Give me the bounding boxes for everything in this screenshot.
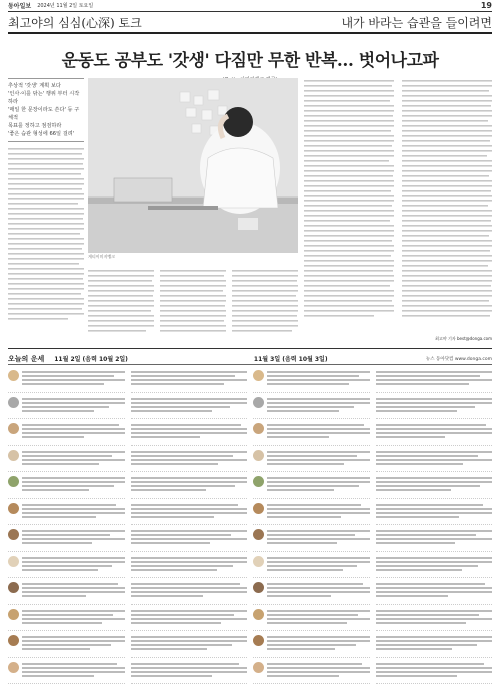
zodiac-icon: [253, 397, 264, 408]
fortune-row: [376, 448, 493, 473]
zodiac-icon: [253, 582, 264, 593]
pullquote-line: '인사·이를 닦는' 행위 부터 시작하라: [8, 91, 80, 105]
pullquote-box: [8, 78, 84, 142]
fortune-row: [131, 554, 248, 579]
fortune-row: [8, 501, 125, 526]
body-text-below-photo: [88, 268, 298, 340]
fortune-row: [253, 660, 370, 685]
fortune-row: [253, 368, 370, 393]
fortune-column: [131, 368, 248, 684]
article-body: [8, 78, 492, 340]
pullquote-line: 추상적 '갓생' 계획 보다: [8, 83, 61, 89]
fortune-column: [8, 368, 125, 684]
fortune-row: [253, 554, 370, 579]
zodiac-icon: [253, 662, 264, 673]
zodiac-icon: [253, 450, 264, 461]
right-columns: [304, 78, 492, 340]
fortune-row: [131, 448, 248, 473]
photo-caption: 게티이미지뱅크: [88, 254, 116, 259]
fortune-row: [376, 554, 493, 579]
fortune-row: [8, 448, 125, 473]
fortune-header: [8, 353, 492, 365]
author-credit: 최고야 기자 best@donga.com: [435, 336, 492, 341]
fortune-row: [253, 501, 370, 526]
fortune-row: [8, 421, 125, 446]
fortune-row: [8, 660, 125, 685]
zodiac-icon: [8, 370, 19, 381]
zodiac-icon: [8, 635, 19, 646]
fortune-row: [8, 580, 125, 605]
zodiac-icon: [8, 609, 19, 620]
fortune-date-2: 11월 3일 (음력 10월 3일): [253, 356, 328, 363]
fortune-row: [253, 607, 370, 632]
left-column: [8, 78, 84, 340]
fortune-column: [253, 368, 370, 684]
fortune-column: [376, 368, 493, 684]
fortune-row: [376, 607, 493, 632]
zodiac-icon: [8, 582, 19, 593]
zodiac-icon: [8, 423, 19, 434]
fortune-row: [253, 448, 370, 473]
fortune-row: [376, 580, 493, 605]
fortune-row: [376, 501, 493, 526]
article-photo: [88, 78, 298, 253]
pullquote-line: '매일 한 문장이라도 쓴다' 등 구체적: [8, 107, 80, 121]
body-text: [8, 146, 84, 326]
fortune-row: [131, 368, 248, 393]
fortune-row: [253, 474, 370, 499]
issue-date: 2024년 11월 2일 토요일: [37, 3, 94, 9]
fortune-title: 오늘의 운세: [8, 354, 45, 363]
section-divider: [8, 348, 492, 349]
zodiac-icon: [8, 662, 19, 673]
zodiac-icon: [8, 529, 19, 540]
fortune-date: 11월 2일 (음력 10월 2일): [54, 356, 128, 363]
pullquote-line: 목표를 정하고 점검하라: [8, 123, 62, 129]
section-header: [8, 12, 492, 34]
fortune-row: [131, 474, 248, 499]
zodiac-icon: [253, 423, 264, 434]
zodiac-icon: [253, 556, 264, 567]
column-name: 최고야의 심심(心深) 토크: [8, 15, 142, 30]
fortune-row: [131, 501, 248, 526]
fortune-row: [8, 474, 125, 499]
zodiac-icon: [8, 503, 19, 514]
zodiac-icon: [253, 529, 264, 540]
headline: 운동도 공부도 '갓생' 다짐만 무한 반복… 벗어나고파: [61, 51, 439, 71]
fortune-row: [253, 527, 370, 552]
fortune-row: [131, 527, 248, 552]
fortune-row: [131, 660, 248, 685]
fortune-row: [131, 395, 248, 420]
zodiac-icon: [8, 397, 19, 408]
zodiac-icon: [8, 476, 19, 487]
zodiac-icon: [8, 556, 19, 567]
zodiac-icon: [253, 609, 264, 620]
fortune-row: [8, 607, 125, 632]
fortune-row: [253, 580, 370, 605]
fortune-row: [8, 527, 125, 552]
fortune-row: [8, 633, 125, 658]
fortune-sponsor: 뉴스 동아닷컴 www.donga.com: [425, 356, 492, 362]
fortune-row: [376, 633, 493, 658]
fortune-row: [376, 660, 493, 685]
fortune-columns: [8, 368, 492, 684]
fortune-row: [253, 633, 370, 658]
zodiac-icon: [253, 635, 264, 646]
zodiac-icon: [253, 370, 264, 381]
fortune-row: [131, 580, 248, 605]
fortune-row: [8, 554, 125, 579]
fortune-row: [8, 395, 125, 420]
zodiac-icon: [253, 503, 264, 514]
fortune-row: [253, 421, 370, 446]
fortune-row: [253, 395, 370, 420]
fortune-row: [131, 421, 248, 446]
zodiac-icon: [8, 450, 19, 461]
column-tagline: 내가 바라는 습관을 들이려면: [341, 15, 492, 30]
person-at-desk-illustration: [88, 78, 298, 253]
zodiac-icon: [253, 476, 264, 487]
fortune-row: [8, 368, 125, 393]
fortune-row: [376, 368, 493, 393]
paper-logo: 동아일보: [8, 3, 32, 10]
pullquote-line: '좋은 습관 형성에 66일 걸려': [8, 131, 75, 137]
fortune-row: [376, 421, 493, 446]
text-block: [8, 146, 84, 326]
text-block: [304, 78, 492, 330]
fortune-row: [376, 474, 493, 499]
fortune-section: [8, 353, 492, 685]
fortune-row: [376, 395, 493, 420]
fortune-row: [376, 527, 493, 552]
text-block: [88, 268, 298, 340]
masthead: [8, 0, 492, 12]
page-number: 19: [480, 1, 492, 10]
fortune-row: [131, 633, 248, 658]
fortune-row: [131, 607, 248, 632]
